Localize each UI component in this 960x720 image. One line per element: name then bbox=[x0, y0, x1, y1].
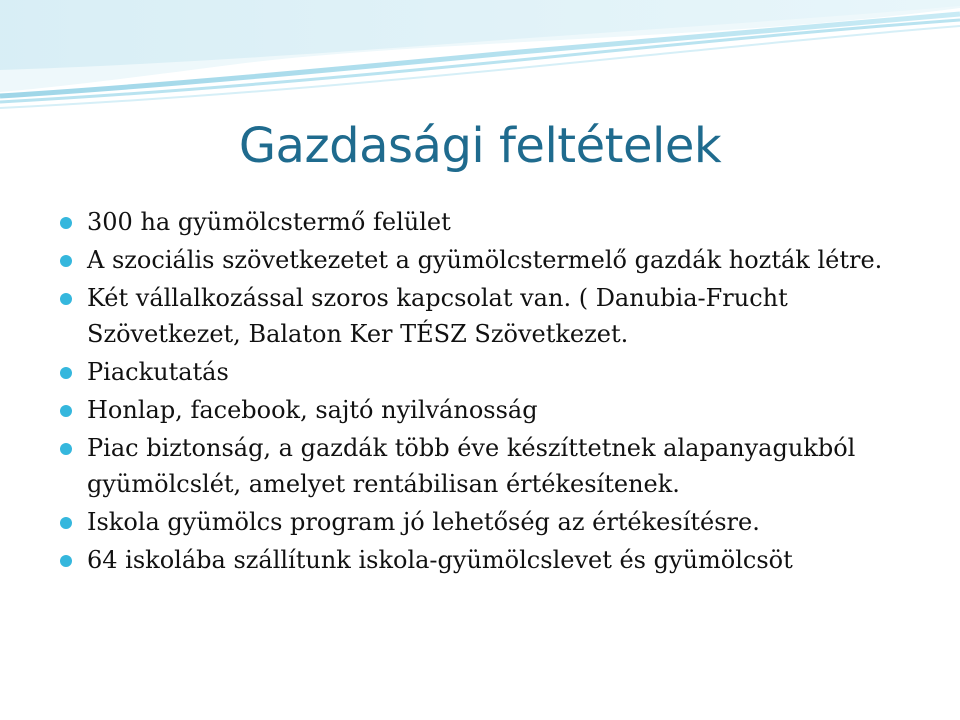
bullet-text: Piac biztonság, a gazdák több éve készíttetnek alapanyagukból gyümölcslét, amelyet rentábilisan értékesítenek. bbox=[87, 434, 856, 498]
bullet-item bbox=[60, 204, 920, 240]
bullet-item bbox=[60, 280, 920, 352]
bullet-text: 300 ha gyümölcstermő felület bbox=[87, 208, 451, 236]
bullet-dot-icon bbox=[60, 517, 72, 529]
bullet-dot-icon bbox=[60, 443, 72, 455]
bullet-item bbox=[60, 354, 920, 390]
bullet-text: 64 iskolába szállítunk iskola-gyümölcslevet és gyümölcsöt bbox=[87, 546, 793, 574]
bullet-text: Piackutatás bbox=[87, 358, 229, 386]
bullet-dot-icon bbox=[60, 555, 72, 567]
bullet-dot-icon bbox=[60, 217, 72, 229]
slide-title: Gazdasági feltételek bbox=[238, 118, 722, 174]
bullet-text: Két vállalkozással szoros kapcsolat van. ( Danubia-Frucht Szövetkezet, Balaton Ker TÉSZ Szövetkezet. bbox=[87, 284, 788, 348]
bullet-item bbox=[60, 504, 920, 540]
header-wave-decoration bbox=[0, 0, 960, 120]
bullet-item bbox=[60, 242, 920, 278]
bullet-list bbox=[60, 204, 920, 580]
bullet-dot-icon bbox=[60, 367, 72, 379]
bullet-text: A szociális szövetkezetet a gyümölcstermelő gazdák hozták létre. bbox=[87, 246, 883, 274]
bullet-text: Honlap, facebook, sajtó nyilvánosság bbox=[87, 396, 538, 424]
bullet-dot-icon bbox=[60, 255, 72, 267]
bullet-item bbox=[60, 392, 920, 428]
bullet-dot-icon bbox=[60, 405, 72, 417]
bullet-item bbox=[60, 542, 920, 578]
bullet-text: Iskola gyümölcs program jó lehetőség az értékesítésre. bbox=[87, 508, 760, 536]
bullet-dot-icon bbox=[60, 293, 72, 305]
bullet-item bbox=[60, 430, 920, 502]
